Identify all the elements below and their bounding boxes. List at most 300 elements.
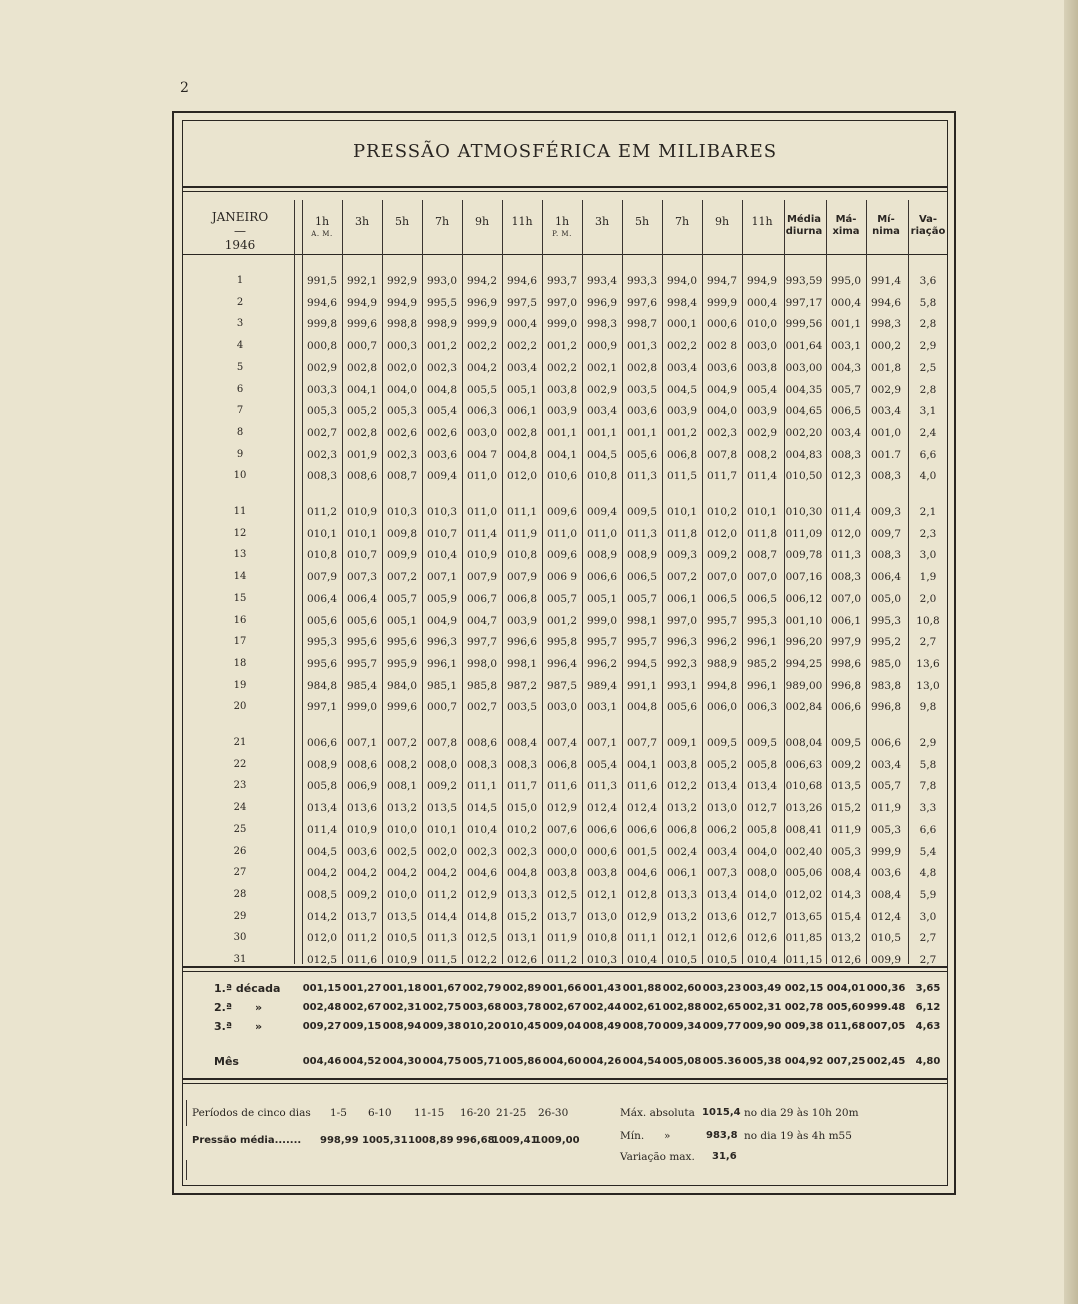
table-cell: 005,3	[306, 405, 338, 418]
table-cell: 000,4	[830, 296, 862, 309]
table-cell: 011,15	[785, 954, 823, 966]
table-cell: 006,9	[346, 780, 378, 793]
table-cell: 995,8	[546, 636, 578, 649]
day-column-divider	[294, 200, 295, 964]
period-pressure: 998,99	[320, 1135, 359, 1146]
header-variacao	[908, 214, 948, 238]
summary-cell: 001,27	[342, 983, 382, 994]
header-hour-label: 9h	[714, 215, 730, 228]
table-cell: 998,8	[386, 318, 418, 331]
summary-cell: 009,90	[742, 1021, 782, 1032]
table-cell: 4,8	[919, 867, 937, 880]
table-cell: 999,9	[870, 845, 902, 858]
table-cell: 004,3	[830, 361, 862, 374]
table-cell: 010,30	[785, 506, 823, 518]
summary-cell: 008,94	[382, 1021, 422, 1032]
summary-cell: 002,75	[422, 1002, 462, 1013]
table-cell: 008,7	[386, 470, 418, 483]
table-cell: 007,16	[785, 571, 823, 584]
table-cell: 008,9	[626, 549, 658, 562]
period-range: 26-30	[538, 1107, 569, 1119]
header-hour-1	[302, 216, 342, 240]
table-cell: 987,2	[506, 679, 538, 692]
table-cell: 011,2	[306, 506, 338, 518]
table-cell: 006,63	[785, 758, 823, 771]
table-cell: 012,4	[870, 910, 902, 923]
table-cell: 983,8	[870, 679, 902, 692]
table-cell: 012,9	[466, 888, 498, 901]
day-number: 29	[233, 910, 247, 922]
footer-divider-2	[186, 1160, 187, 1180]
table-cell: 993,1	[666, 679, 698, 692]
table-cell: 999,8	[306, 318, 338, 331]
table-cell: 012,5	[306, 954, 338, 966]
table-cell: 2,3	[919, 527, 937, 540]
table-cell: 005,2	[706, 758, 738, 771]
table-cell: 996,1	[426, 657, 458, 670]
day-number: 20	[233, 701, 247, 713]
table-cell: 005,8	[746, 823, 778, 836]
table-cell: 010,9	[466, 549, 498, 562]
table-cell: 003,9	[546, 405, 578, 418]
table-cell: 003,6	[346, 845, 378, 858]
header-media	[784, 214, 824, 238]
summary-cell: 002,60	[662, 983, 702, 994]
table-cell: 001,64	[785, 340, 823, 353]
table-cell: 005,1	[506, 383, 538, 396]
table-cell: 004,8	[506, 448, 538, 461]
table-cell: 005,4	[426, 405, 458, 418]
table-cell: 994,6	[870, 296, 902, 309]
table-cell: 987,5	[546, 679, 578, 692]
table-cell: 003,9	[506, 614, 538, 627]
table-cell: 004,0	[746, 845, 778, 858]
table-cell: 998,3	[870, 318, 902, 331]
summary-cell: 004,26	[582, 1056, 622, 1067]
table-cell: 011,8	[666, 527, 698, 540]
table-cell: 012,8	[626, 888, 658, 901]
table-cell: 994,2	[466, 275, 498, 287]
table-cell: 008,4	[830, 867, 862, 880]
rule-summary-bottom	[182, 1078, 948, 1080]
table-cell: 011,2	[426, 888, 458, 901]
table-cell: 012,6	[746, 932, 778, 945]
table-cell: 998,6	[830, 657, 862, 670]
rule-top-thin	[182, 191, 948, 192]
table-cell: 002,1	[586, 361, 618, 374]
table-cell: 010,8	[306, 549, 338, 562]
summary-cell: 004,92	[784, 1056, 824, 1067]
table-cell: 011,3	[830, 549, 862, 562]
page-title: PRESSÃO ATMOSFÉRICA EM MILIBARES	[352, 141, 778, 162]
table-cell: 996,4	[546, 657, 578, 670]
summary-cell: 004,54	[622, 1056, 662, 1067]
header-hour-label: 3h	[594, 215, 610, 228]
table-cell: 004,0	[386, 383, 418, 396]
table-cell: 2,9	[919, 340, 937, 353]
table-cell: 009,9	[870, 954, 902, 966]
summary-cell: 002,48	[302, 1002, 342, 1013]
table-cell: 010,5	[666, 954, 698, 966]
table-cell: 011,2	[546, 954, 578, 966]
table-cell: 007,1	[426, 571, 458, 584]
table-cell: 014,2	[306, 910, 338, 923]
table-cell: 011,0	[466, 506, 498, 518]
table-cell: 003,6	[426, 448, 458, 461]
summary-cell: 001,67	[422, 983, 462, 994]
summary-cell: 007,25	[826, 1056, 866, 1067]
table-cell: 009,3	[666, 549, 698, 562]
table-cell: 010,8	[586, 932, 618, 945]
table-cell: 005,7	[626, 592, 658, 605]
table-cell: 013,65	[785, 910, 823, 923]
max-abs-value: 1015,4	[702, 1107, 741, 1118]
table-cell: 997,0	[666, 614, 698, 627]
table-cell: 010,9	[346, 823, 378, 836]
table-cell: 005,1	[586, 592, 618, 605]
table-cell: 009,2	[706, 549, 738, 562]
table-cell: 010,5	[870, 932, 902, 945]
day-number: 19	[233, 679, 247, 691]
summary-label: 2.ª »	[214, 1001, 263, 1014]
table-cell: 999,6	[346, 318, 378, 331]
day-number: 22	[233, 758, 247, 770]
page-number: 2	[180, 80, 189, 96]
table-cell: 993,4	[586, 275, 618, 287]
table-cell: 000,7	[346, 340, 378, 353]
table-cell: 013,2	[666, 910, 698, 923]
header-variacao-line1: Va-	[918, 214, 938, 225]
table-cell: 2,7	[919, 954, 937, 966]
table-cell: 010,9	[386, 954, 418, 966]
table-cell: 007,8	[426, 737, 458, 749]
table-cell: 002 8	[706, 340, 738, 353]
day-number: 8	[236, 426, 244, 438]
table-cell: 994,9	[386, 296, 418, 309]
table-cell: 012,0	[306, 932, 338, 945]
table-cell: 10,8	[916, 614, 940, 627]
table-cell: 002,84	[785, 701, 823, 714]
table-cell: 003,00	[785, 361, 823, 374]
table-cell: 002,8	[626, 361, 658, 374]
table-cell: 008,0	[426, 758, 458, 771]
table-cell: 012,9	[546, 802, 578, 815]
table-cell: 004,5	[666, 383, 698, 396]
max-abs-label: Máx. absoluta	[620, 1107, 695, 1119]
table-cell: 006,3	[466, 405, 498, 418]
header-dash: —	[234, 224, 246, 238]
summary-cell: 005.36	[702, 1056, 742, 1067]
table-cell: 012,5	[466, 932, 498, 945]
table-cell: 010,1	[306, 527, 338, 540]
table-cell: 010,3	[426, 506, 458, 518]
table-cell: 008,3	[506, 758, 538, 771]
pressure-label: Pressão média.......	[192, 1135, 302, 1146]
table-cell: 006,8	[666, 823, 698, 836]
table-cell: 001,2	[546, 340, 578, 353]
table-cell: 002,40	[785, 845, 823, 858]
table-cell: 004,0	[706, 405, 738, 418]
table-cell: 011,4	[306, 823, 338, 836]
table-cell: 989,4	[586, 679, 618, 692]
table-cell: 5,8	[919, 758, 937, 771]
table-cell: 994,0	[666, 275, 698, 287]
table-cell: 2,7	[919, 636, 937, 649]
table-cell: 007,3	[346, 571, 378, 584]
table-cell: 4,0	[919, 470, 937, 483]
table-cell: 012,4	[626, 802, 658, 815]
table-cell: 005,5	[466, 383, 498, 396]
table-cell: 008,3	[870, 470, 902, 483]
table-cell: 2,5	[919, 361, 937, 374]
table-cell: 013,5	[830, 780, 862, 793]
table-cell: 010,4	[626, 954, 658, 966]
table-cell: 012,2	[666, 780, 698, 793]
table-cell: 004,9	[706, 383, 738, 396]
table-cell: 010,8	[506, 549, 538, 562]
table-cell: 006,8	[666, 448, 698, 461]
table-cell: 004,2	[346, 867, 378, 880]
table-cell: 984,8	[306, 679, 338, 692]
table-cell: 011,1	[506, 506, 538, 518]
table-cell: 009,2	[346, 888, 378, 901]
rule-summary-bottom-thin	[182, 1083, 948, 1084]
header-hour-label: 9h	[474, 215, 490, 228]
summary-cell: 009,15	[342, 1021, 382, 1032]
table-cell: 13,0	[916, 679, 940, 692]
table-cell: 995,3	[746, 614, 778, 627]
table-cell: 010,2	[506, 823, 538, 836]
table-cell: 004,8	[626, 701, 658, 714]
footer-divider	[186, 1100, 187, 1126]
table-cell: 002,8	[506, 426, 538, 439]
table-cell: 006,6	[626, 823, 658, 836]
header-minima-line1: Mí-	[877, 214, 895, 225]
table-cell: 997,5	[506, 296, 538, 309]
header-hour-5	[462, 216, 502, 228]
table-cell: 010,6	[546, 470, 578, 483]
table-cell: 996,3	[426, 636, 458, 649]
summary-cell: 009,77	[702, 1021, 742, 1032]
table-cell: 998,1	[626, 614, 658, 627]
table-cell: 011,4	[830, 506, 862, 518]
table-cell: 006,5	[746, 592, 778, 605]
table-cell: 985,0	[870, 657, 902, 670]
table-cell: 002,20	[785, 426, 823, 439]
table-cell: 13,6	[916, 657, 940, 670]
header-hour-sub: A. M.	[311, 230, 333, 238]
table-cell: 005,3	[830, 845, 862, 858]
table-cell: 001,5	[626, 845, 658, 858]
table-cell: 002,2	[546, 361, 578, 374]
table-cell: 004,2	[426, 867, 458, 880]
summary-cell: 009,34	[662, 1021, 702, 1032]
table-cell: 995,2	[870, 636, 902, 649]
table-cell: 002,0	[426, 845, 458, 858]
table-cell: 005,6	[306, 614, 338, 627]
table-cell: 015,4	[830, 910, 862, 923]
table-cell: 003,8	[746, 361, 778, 374]
table-cell: 011,9	[546, 932, 578, 945]
table-cell: 006,5	[626, 571, 658, 584]
header-hour-label: 5h	[394, 215, 410, 228]
table-cell: 001,1	[586, 426, 618, 439]
summary-cell: 009,38	[784, 1021, 824, 1032]
summary-cell: 005,08	[662, 1056, 702, 1067]
table-cell: 014,4	[426, 910, 458, 923]
table-cell: 006,1	[666, 592, 698, 605]
day-number: 3	[236, 318, 244, 330]
summary-cell: 000,36	[866, 983, 906, 994]
table-cell: 012,7	[746, 802, 778, 815]
summary-cell: 002,44	[582, 1002, 622, 1013]
table-cell: 5,9	[919, 888, 937, 901]
table-cell: 002,0	[386, 361, 418, 374]
table-cell: 015,2	[506, 910, 538, 923]
table-cell: 007,2	[386, 571, 418, 584]
day-number: 11	[233, 506, 247, 517]
table-cell: 005,4	[586, 758, 618, 771]
table-cell: 013,7	[546, 910, 578, 923]
header-minima	[866, 214, 906, 238]
summary-cell: 004,60	[542, 1056, 582, 1067]
table-cell: 003,4	[506, 361, 538, 374]
summary-cell: 002,79	[462, 983, 502, 994]
table-cell: 995,3	[870, 614, 902, 627]
table-cell: 5,4	[919, 845, 937, 858]
table-cell: 003,1	[830, 340, 862, 353]
summary-cell: 011,68	[826, 1021, 866, 1032]
table-cell: 013,0	[706, 802, 738, 815]
table-cell: 007,1	[346, 737, 378, 749]
min-when: no dia 19 às 4h m55	[744, 1130, 852, 1142]
summary-cell: 008,70	[622, 1021, 662, 1032]
table-cell: 003,4	[586, 405, 618, 418]
header-hour-label: 7h	[674, 215, 690, 228]
table-cell: 003,1	[586, 701, 618, 714]
table-cell: 000,1	[666, 318, 698, 331]
table-cell: 003,0	[546, 701, 578, 714]
table-cell: 010,0	[746, 318, 778, 331]
table-cell: 011,2	[346, 932, 378, 945]
table-cell: 6,6	[919, 823, 937, 836]
table-cell: 008,7	[746, 549, 778, 562]
period-range: 16-20	[460, 1107, 491, 1119]
table-cell: 001,9	[346, 448, 378, 461]
table-cell: 003,6	[626, 405, 658, 418]
table-cell: 010,1	[666, 506, 698, 518]
header-hour-label: 1h	[314, 215, 330, 228]
header-hour-11	[702, 216, 742, 228]
table-cell: 5,8	[919, 296, 937, 309]
day-number: 27	[233, 867, 247, 879]
table-cell: 3,0	[919, 549, 937, 562]
header-hour-label: 3h	[354, 215, 370, 228]
summary-cell: 005,60	[826, 1002, 866, 1013]
table-cell: 000,8	[306, 340, 338, 353]
table-cell: 013,6	[706, 910, 738, 923]
table-cell: 996,8	[870, 701, 902, 714]
table-cell: 006,2	[706, 823, 738, 836]
table-cell: 996,2	[586, 657, 618, 670]
table-cell: 013,2	[666, 802, 698, 815]
table-cell: 012,6	[830, 954, 862, 966]
header-minima-line2: nima	[872, 226, 900, 237]
table-cell: 012,9	[626, 910, 658, 923]
table-cell: 003,0	[466, 426, 498, 439]
table-cell: 010,0	[386, 888, 418, 901]
day-number: 7	[236, 405, 244, 417]
table-cell: 003,5	[626, 383, 658, 396]
table-cell: 005,6	[666, 701, 698, 714]
day-number: 15	[233, 592, 247, 604]
table-cell: 009,9	[386, 549, 418, 562]
table-cell: 009,8	[386, 527, 418, 540]
table-cell: 991,1	[626, 679, 658, 692]
table-cell: 006,8	[506, 592, 538, 605]
table-cell: 003,8	[546, 383, 578, 396]
summary-cell: 008,49	[582, 1021, 622, 1032]
table-cell: 010,50	[785, 470, 823, 483]
table-cell: 009,5	[706, 737, 738, 749]
table-cell: 3,0	[919, 910, 937, 923]
table-cell: 997,6	[626, 296, 658, 309]
summary-cell: 010,20	[462, 1021, 502, 1032]
summary-cell: 001,88	[622, 983, 662, 994]
day-number: 26	[233, 845, 247, 857]
header-maxima-line1: Má-	[835, 214, 857, 225]
table-cell: 991,5	[306, 275, 338, 287]
table-cell: 006,7	[466, 592, 498, 605]
table-cell: 992,9	[386, 275, 418, 287]
table-cell: 010,1	[346, 527, 378, 540]
summary-cell: 002,61	[622, 1002, 662, 1013]
table-cell: 003,4	[706, 845, 738, 858]
table-cell: 004,8	[426, 383, 458, 396]
table-cell: 012,6	[506, 954, 538, 966]
table-cell: 008,3	[466, 758, 498, 771]
table-cell: 995,6	[346, 636, 378, 649]
table-cell: 004,1	[346, 383, 378, 396]
table-cell: 995,7	[626, 636, 658, 649]
table-cell: 006,6	[830, 701, 862, 714]
table-cell: 000,4	[506, 318, 538, 331]
table-cell: 013,0	[586, 910, 618, 923]
table-cell: 008,3	[830, 448, 862, 461]
table-cell: 013,2	[386, 802, 418, 815]
table-cell: 005,2	[346, 405, 378, 418]
table-cell: 003,9	[746, 405, 778, 418]
table-cell: 012,4	[586, 802, 618, 815]
table-cell: 2,0	[919, 592, 937, 605]
table-cell: 001,10	[785, 614, 823, 627]
table-cell: 002,9	[586, 383, 618, 396]
table-cell: 008,5	[306, 888, 338, 901]
table-cell: 006,6	[870, 737, 902, 749]
table-cell: 997,1	[306, 701, 338, 714]
table-cell: 011,4	[746, 470, 778, 483]
day-number: 24	[233, 802, 247, 814]
table-cell: 014,8	[466, 910, 498, 923]
table-cell: 015,0	[506, 802, 538, 815]
table-cell: 997,7	[466, 636, 498, 649]
table-cell: 001,2	[666, 426, 698, 439]
summary-cell: 999.48	[866, 1002, 906, 1013]
summary-cell: 001,66	[542, 983, 582, 994]
table-cell: 005,3	[386, 405, 418, 418]
header-hour-9	[622, 216, 662, 228]
table-cell: 985,2	[746, 657, 778, 670]
